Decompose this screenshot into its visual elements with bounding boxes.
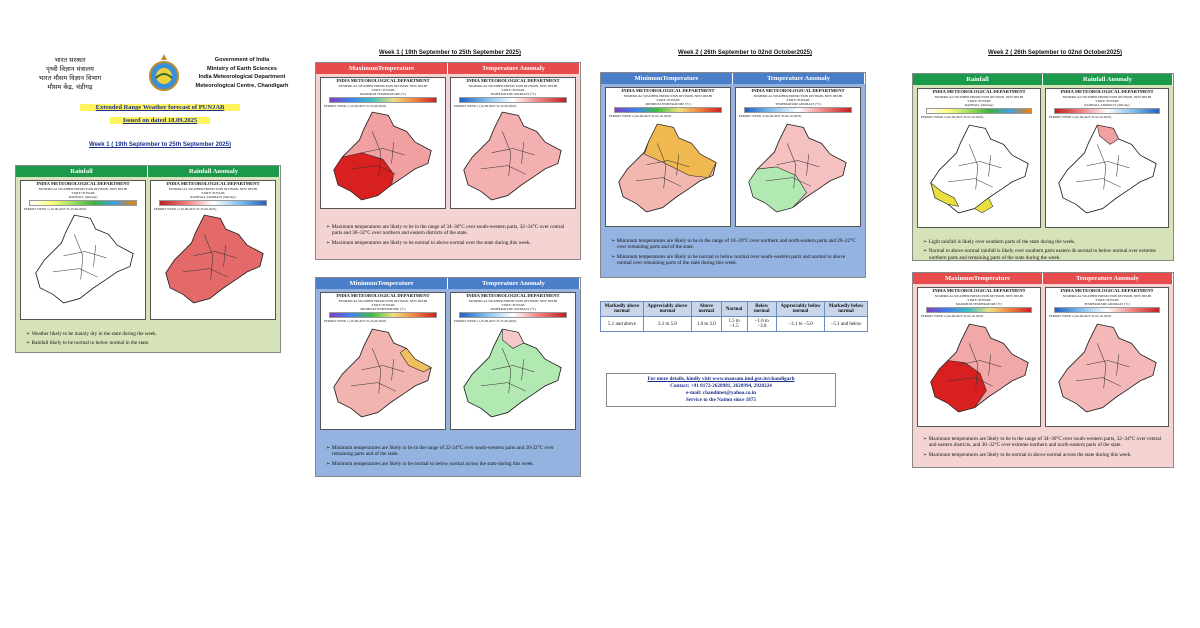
map-org: INDIA METEOROLOGICAL DEPARTMENT [1060, 288, 1154, 293]
map-period: PERIOD: WEEK 2 (26-09-2025 To 02-10-2025) [1049, 313, 1112, 318]
map-variable: MAXIMUM TEMPERATURE (°C) [359, 91, 407, 96]
bullet: ➢ Weather likely to be mainly dry in the state during the week. [26, 331, 158, 337]
bullet-text: Rainfall likely to be normal to below normal in the state. [31, 340, 150, 347]
legend-header-cell: Markedly above normal [601, 302, 644, 317]
map-period: PERIOD: WEEK 1 (19-09-2025 To 25-09-2025) [154, 206, 217, 211]
bullet: ➢ Maximum temperatures are likely to be normal to above normal across the state during this week. [923, 451, 1132, 458]
map-state: STATE: PUNJAB [967, 98, 991, 103]
english-line: Meteorological Centre, Chandigarh [195, 82, 289, 89]
col3-head-right: Temperature Anomaly [733, 73, 865, 84]
map-period: PERIOD: WEEK 2 (26-09-2025 To 02-10-2025) [1049, 114, 1112, 119]
imd-logo-icon [146, 52, 182, 92]
map-division: NUMERICAL WEATHER PREDICTION DIVISION, NEW DELHI [468, 83, 558, 88]
map-period: PERIOD: WEEK 1 (19-09-2025 To 25-09-2025) [454, 103, 517, 108]
map-org: INDIA METEOROLOGICAL DEPARTMENT [336, 293, 430, 298]
map-division: NUMERICAL WEATHER PREDICTION DIVISION, NEW DELHI [623, 93, 713, 98]
col1-maps [16, 177, 280, 323]
map-period: PERIOD: WEEK 2 (26-09-2025 To 02-10-2025) [921, 313, 984, 318]
col2-maxtemp-panel [315, 62, 581, 260]
legend-value-cell: −1.6 to −3.0 [747, 317, 776, 332]
map-division: NUMERICAL WEATHER PREDICTION DIVISION, NEW DELHI [1062, 94, 1152, 99]
bullet-text: Maximum temperatures are likely to be in the range of 34–36°C over south-western parts, 32–34°C over central and eastern districts, and 30–32°C over extreme northern and north-eastern parts of the state. [928, 436, 1162, 449]
english-header [192, 56, 292, 90]
map-variable: RAINFALL (mm/day) [964, 102, 994, 107]
hindi-line: भारत सरकार [54, 56, 86, 64]
bullet-text: Minimum temperatures are likely to be in the range of 22-24°C over south-western parts and 20-22°C over remaining parts and of the state. [331, 445, 554, 458]
col4-maxtemp-panel [912, 272, 1174, 468]
legend-value-row [601, 317, 868, 332]
punjab-map-mintemp-anomaly [459, 327, 567, 419]
legend-header-cell: Appreciably above normal [643, 302, 691, 317]
punjab-map-rain-anomaly-w2 [1054, 123, 1162, 215]
anomaly-colorbar [1054, 307, 1160, 313]
bullet: ➢ Minimum temperatures are likely to be in the range of 18–20°C over northern and north-eastern parts and 20–22°C over remaining parts and of the state. [611, 238, 856, 251]
map-state: STATE: PUNJAB [501, 87, 525, 92]
map-org: INDIA METEOROLOGICAL DEPARTMENT [621, 88, 715, 93]
contact-email[interactable]: e-mail: chandimet@yahoo.co.in [685, 390, 757, 396]
col3-header [601, 73, 865, 84]
col4-maxtemp-map [917, 287, 1041, 427]
map-variable: TEMPERATURE ANOMALY (°C) [1084, 301, 1130, 306]
col2-max-bullets [316, 212, 580, 251]
col2-maxtemp-anomaly-map [450, 77, 576, 209]
legend-header-cell: Appreciably below normal [777, 302, 825, 317]
legend-value-cell: 1.5 to −1.5 [721, 317, 747, 332]
col3-bullets [601, 230, 865, 272]
col2-min-header [316, 278, 580, 289]
map-period: PERIOD: WEEK 1 (19-09-2025 To 25-09-2025) [324, 318, 387, 323]
contact-phone: Contact: +91 0172-2628981, 2628994, 2920224 [670, 383, 772, 389]
col3-mintemp-map [605, 87, 731, 227]
map-state: STATE: PUNJAB [501, 302, 525, 307]
punjab-map-mintemp-w2 [614, 122, 722, 214]
col2-min-bullets [316, 433, 580, 472]
map-org: INDIA METEOROLOGICAL DEPARTMENT [166, 181, 260, 186]
bullet-text: Minimum temperatures are likely to be in the range of 18–20°C over northern and north-eastern parts and 20–22°C over remaining parts and of the state. [616, 238, 856, 251]
col1-head-right: Rainfall Anomaly [148, 166, 280, 177]
map-division: NUMERICAL WEATHER PREDICTION DIVISION, NEW DELHI [338, 298, 428, 303]
punjab-map-rainfall [31, 213, 139, 305]
bullet-text: Normal to above normal rainfall is likely over southern parts eastern & normal to below normal over extreme northern parts and remaining parts of the state during the week. [928, 248, 1156, 261]
map-state: STATE: PUNJAB [1095, 297, 1119, 302]
map-state: STATE: PUNJAB [656, 97, 680, 102]
col4-maxtemp-anomaly-map [1045, 287, 1169, 427]
col2-min-head-left: MinimumTemperature [316, 278, 448, 289]
bullet-text: Minimum temperatures are likely to be normal to below normal across the state during this week. [331, 460, 534, 467]
bullet: ➢ Rainfall likely to be normal to below normal in the state. [26, 340, 150, 347]
mintemp-colorbar [614, 107, 722, 113]
bullet-text: Minimum temperatures are likely to be normal to below normal over south-western parts and normal to above normal over remaining parts of the state during this week. [616, 253, 846, 267]
bullet-text: Maximum temperatures are likely to be normal to above normal across the state during this week. [928, 451, 1132, 458]
bullet: ➢ Minimum temperatures are likely to be in the range of 22-24°C over south-western parts and 20-22°C over remaining parts and of the state. [326, 445, 554, 458]
contact-website[interactable]: For more details, kindly visit www.mausam.imd.gov.in/chandigarh [647, 376, 795, 382]
map-division: NUMERICAL WEATHER PREDICTION DIVISION, NEW DELHI [338, 83, 428, 88]
map-state: STATE: PUNJAB [371, 302, 395, 307]
hindi-line: भारत मौसम विज्ञान विभाग [38, 74, 102, 82]
legend-header-cell: Above normal [691, 302, 721, 317]
anomaly-colorbar [159, 200, 267, 206]
bullet: ➢ Light rainfall is likely over southern parts of the state during the week. [923, 239, 1076, 245]
col3-head-left: MinimumTemperature [601, 73, 733, 84]
map-state: STATE: PUNJAB [1095, 98, 1119, 103]
col4-max-bullets [913, 430, 1173, 463]
punjab-map-maxtemp [329, 110, 437, 202]
english-line: Government of India [214, 57, 270, 63]
col4-max-head-left: MaximumTemperature [913, 273, 1043, 284]
rainfall-colorbar [29, 200, 137, 206]
bullet: ➢ Maximum temperatures are likely to be in the range of 34–36°C over south-western parts, 32–34°C over central parts and 30–32°C over northern and eastern districts of the state. [326, 224, 565, 237]
punjab-map-rainfall-w2 [926, 123, 1034, 215]
punjab-map-maxtemp-anomaly-w2 [1054, 322, 1162, 414]
col2-mintemp-panel [315, 277, 581, 477]
col4-max-maps [913, 284, 1173, 430]
map-division: NUMERICAL WEATHER PREDICTION DIVISION, NEW DELHI [934, 293, 1024, 298]
col1-panel-header [16, 166, 280, 177]
map-division: NUMERICAL WEATHER PREDICTION DIVISION, NEW DELHI [753, 93, 843, 98]
col4-rainfall-panel [912, 73, 1174, 261]
map-variable: MINIMUM TEMPERATURE (°C) [360, 306, 406, 311]
col4-rain-header [913, 74, 1173, 85]
legend-header-cell: Below normal [747, 302, 776, 317]
mintemp-colorbar [329, 312, 437, 318]
map-org: INDIA METEOROLOGICAL DEPARTMENT [932, 89, 1026, 94]
col1-week-title: Week 1 ( 19th September to 25th September 2025) [89, 142, 231, 148]
bullet: ➢ Maximum temperatures are likely to be in the range of 34–36°C over south-western parts, 32–34°C over central and eastern districts, and 30–32°C over extreme northern and north-eastern parts of the state. [923, 436, 1162, 449]
maxtemp-colorbar [926, 307, 1032, 313]
map-variable: TEMPERATURE ANOMALY (°C) [775, 101, 821, 106]
legend-value-cell: −3.1 to −5.0 [777, 317, 825, 332]
hindi-header [30, 56, 110, 92]
rainfall-colorbar [926, 108, 1032, 114]
legend-header-cell: Markedly below normal [825, 302, 868, 317]
col1-rainfall-panel [15, 165, 281, 353]
map-state: STATE: PUNJAB [201, 190, 225, 195]
map-org: INDIA METEOROLOGICAL DEPARTMENT [751, 88, 845, 93]
col2-maxtemp-map [320, 77, 446, 209]
anomaly-colorbar [744, 107, 852, 113]
report-title: Extended Range Weather forecast of PUNJAB [80, 104, 240, 111]
map-org: INDIA METEOROLOGICAL DEPARTMENT [36, 181, 130, 186]
col1-rainfall-anomaly-map [150, 180, 276, 320]
english-line: India Meteorological Department [198, 74, 286, 80]
legend-value-cell: 1.6 to 3.0 [691, 317, 721, 332]
legend-header-row [601, 302, 868, 317]
col2-max-maps [316, 74, 580, 212]
col1-bullets [16, 323, 280, 352]
punjab-map-mintemp [329, 327, 437, 419]
col2-mintemp-map [320, 292, 446, 430]
map-variable: RAINFALL ANOMALY (mm/day) [1084, 102, 1130, 107]
bullet-text: Maximum temperatures are likely to be normal to above normal over the state during this week. [331, 239, 531, 246]
map-period: PERIOD: WEEK 1 (19-09-2025 To 25-09-2025) [454, 318, 517, 323]
map-division: NUMERICAL WEATHER PREDICTION DIVISION, NEW DELHI [934, 94, 1024, 99]
bullet-text: Weather likely to be mainly dry in the state during the week. [31, 331, 158, 337]
hindi-line: मौसम केंद्र, चंडीगढ़ [47, 83, 93, 91]
bullet: ➢ Normal to above normal rainfall is likely over southern parts eastern & normal to below normal over extreme northern parts and remaining parts of the state during the week. [923, 248, 1156, 261]
anomaly-legend-table [600, 301, 868, 332]
map-org: INDIA METEOROLOGICAL DEPARTMENT [932, 288, 1026, 293]
map-variable: TEMPERATURE ANOMALY (°C) [490, 91, 536, 96]
map-org: INDIA METEOROLOGICAL DEPARTMENT [466, 293, 560, 298]
map-division: NUMERICAL WEATHER PREDICTION DIVISION, NEW DELHI [1062, 293, 1152, 298]
anomaly-colorbar [459, 312, 567, 318]
col2-max-head-left: MaximumTemperature [316, 63, 448, 74]
col4-rainfall-map [917, 88, 1041, 228]
bullet: ➢ Maximum temperatures are likely to be normal to above normal over the state during this week. [326, 239, 531, 246]
bullet-text: Maximum temperatures are likely to be in the range of 34–36°C over south-western parts, 32–34°C over central parts and 30–32°C over northern and eastern districts of the state. [331, 224, 565, 237]
map-org: INDIA METEOROLOGICAL DEPARTMENT [466, 78, 560, 83]
anomaly-colorbar [1054, 108, 1160, 114]
issued-date: Issued on dated 18.09.2025 [110, 117, 210, 124]
col4-max-head-right: Temperature Anomaly [1043, 273, 1173, 284]
col2-min-head-right: Temperature Anomaly [448, 278, 580, 289]
col4-rain-head-left: Rainfall [913, 74, 1043, 85]
punjab-map-maxtemp-w2 [926, 322, 1034, 414]
punjab-map-rain-anomaly [161, 213, 269, 305]
map-state: STATE: PUNJAB [371, 87, 395, 92]
map-variable: RAINFALL (mm/day) [68, 194, 98, 199]
bullet: ➢ Minimum temperatures are likely to be normal to below normal across the state during this week. [326, 460, 534, 467]
map-org: INDIA METEOROLOGICAL DEPARTMENT [336, 78, 430, 83]
map-state: STATE: PUNJAB [71, 190, 95, 195]
english-line: Ministry of Earth Sciences [207, 65, 277, 72]
legend-value-cell: 5.1 and above [601, 317, 644, 332]
map-variable: MINIMUM TEMPERATURE (°C) [645, 101, 691, 106]
col2-mintemp-anomaly-map [450, 292, 576, 430]
col4-week-title: Week 2 ( 26th September to 02nd October2025) [988, 50, 1122, 56]
map-state: STATE: PUNJAB [786, 97, 810, 102]
anomaly-colorbar [459, 97, 567, 103]
punjab-map-mintemp-anomaly-w2 [744, 122, 852, 214]
contact-box [606, 373, 836, 407]
map-variable: TEMPERATURE ANOMALY (°C) [490, 306, 536, 311]
legend-header-cell: Normal [721, 302, 747, 317]
col3-week-title: Week 2 ( 26th September to 02nd October2025) [678, 50, 812, 56]
col4-rain-bullets [913, 231, 1173, 266]
col4-rain-head-right: Rainfall Anomaly [1043, 74, 1173, 85]
contact-slogan: Service to the Nation since 1875 [685, 397, 757, 403]
map-variable: RAINFALL ANOMALY (mm/day) [190, 194, 236, 199]
map-division: NUMERICAL WEATHER PREDICTION DIVISION, NEW DELHI [468, 298, 558, 303]
map-division: NUMERICAL WEATHER PREDICTION DIVISION, NEW DELHI [38, 186, 128, 191]
bullet-text: Light rainfall is likely over southern parts of the state during the week. [928, 239, 1076, 245]
col1-rainfall-map [20, 180, 146, 320]
col2-max-header [316, 63, 580, 74]
col4-rainfall-anomaly-map [1045, 88, 1169, 228]
hindi-line: पृथ्वी विज्ञान मंत्रालय [46, 65, 94, 73]
map-variable: MAXIMUM TEMPERATURE (°C) [955, 301, 1003, 306]
legend-value-cell: 3.1 to 5.0 [643, 317, 691, 332]
col3-mintemp-anomaly-map [735, 87, 861, 227]
maxtemp-colorbar [329, 97, 437, 103]
col4-max-header [913, 273, 1173, 284]
map-division: NUMERICAL WEATHER PREDICTION DIVISION, NEW DELHI [168, 186, 258, 191]
bullet: ➢ Minimum temperatures are likely to be normal to below normal over south-western parts and normal to above normal over remaining parts of the state during this week. [611, 253, 846, 267]
col1-head-left: Rainfall [16, 166, 148, 177]
col2-min-maps [316, 289, 580, 433]
map-state: STATE: PUNJAB [967, 297, 991, 302]
col2-max-head-right: Temperature Anomaly [448, 63, 580, 74]
col3-mintemp-panel [600, 72, 866, 278]
map-period: PERIOD: WEEK 2 (26-09-2025 To 02-10-2025) [739, 113, 802, 118]
punjab-map-maxtemp-anomaly [459, 110, 567, 202]
legend-value-cell: −5.1 and below [825, 317, 868, 332]
map-org: INDIA METEOROLOGICAL DEPARTMENT [1060, 89, 1154, 94]
col4-rain-maps [913, 85, 1173, 231]
map-period: PERIOD: WEEK 2 (26-09-2025 To 02-10-2025) [609, 113, 672, 118]
map-period: PERIOD: WEEK 2 (26-09-2025 To 02-10-2025) [921, 114, 984, 119]
map-period: PERIOD: WEEK 1 (19-09-2025 To 25-09-2025) [324, 103, 387, 108]
col2-week-title: Week 1 ( 19th September to 25th September 2025) [379, 50, 521, 56]
col3-maps [601, 84, 865, 230]
map-period: PERIOD: WEEK 1 (19-09-2025 To 25-09-2025) [24, 206, 87, 211]
